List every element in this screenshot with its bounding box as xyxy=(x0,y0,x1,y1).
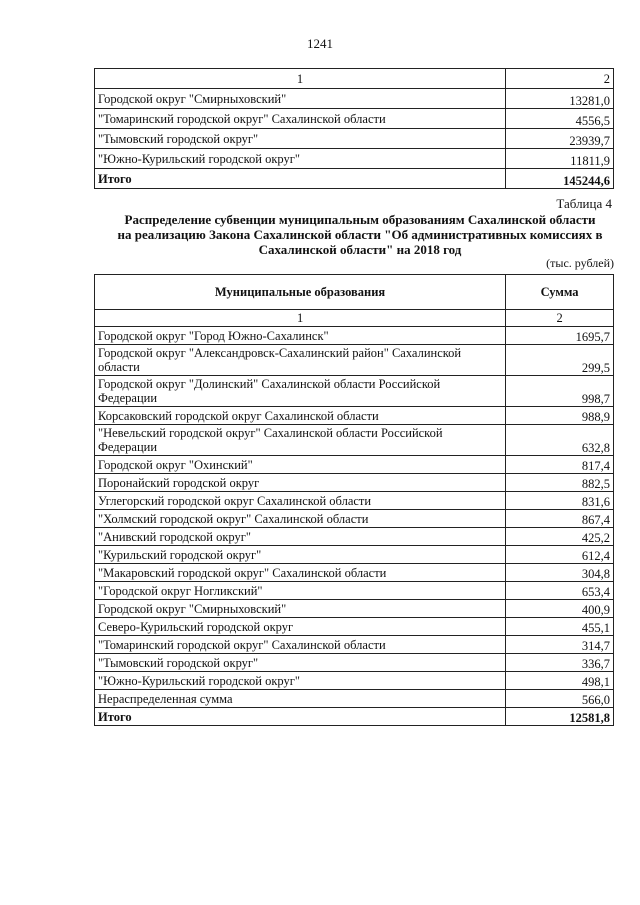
row-value: 612,4 xyxy=(506,546,614,564)
table-4 xyxy=(94,274,614,726)
row-value: 304,8 xyxy=(506,564,614,582)
table-row xyxy=(95,582,614,600)
title-line: Распределение субвенции муниципальным образованиям Сахалинской области xyxy=(124,212,596,227)
total-label: Итого xyxy=(95,708,506,726)
table-row xyxy=(95,474,614,492)
page-number: 1241 xyxy=(307,36,333,51)
total-value: 12581,8 xyxy=(506,708,614,726)
row-name: "Томаринский городской округ" Сахалинской области xyxy=(95,109,506,129)
table-row xyxy=(95,425,614,456)
row-value: 653,4 xyxy=(506,582,614,600)
row-name: "Городской округ Ногликский" xyxy=(95,582,506,600)
row-value: 1695,7 xyxy=(506,327,614,345)
row-value: 566,0 xyxy=(506,690,614,708)
row-value: 314,7 xyxy=(506,636,614,654)
table-row xyxy=(95,600,614,618)
total-label: Итого xyxy=(95,169,506,189)
row-name: "Анивский городской округ" xyxy=(95,528,506,546)
header-amount: Сумма xyxy=(506,275,614,310)
title-line: на реализацию Закона Сахалинской области "Об административных комиссиях в xyxy=(117,227,603,242)
row-name: Городской округ "Смирныховский" xyxy=(95,600,506,618)
table-row xyxy=(95,510,614,528)
row-value: 11811,9 xyxy=(506,149,614,169)
row-value: 867,4 xyxy=(506,510,614,528)
row-name: Городской округ "Долинский" Сахалинской области Российской Федерации xyxy=(95,376,506,407)
table-row xyxy=(95,492,614,510)
unit-label: (тыс. рублей) xyxy=(546,256,614,270)
table-row xyxy=(95,456,614,474)
row-name: Углегорский городской округ Сахалинской области xyxy=(95,492,506,510)
row-name: Городской округ "Александровск-Сахалинский район" Сахалинской области xyxy=(95,345,506,376)
col-number-1: 1 xyxy=(95,310,506,327)
title-line: Сахалинской области" на 2018 год xyxy=(258,242,462,257)
row-name: "Южно-Курильский городской округ" xyxy=(95,672,506,690)
header-municipalities: Муниципальные образования xyxy=(95,275,506,310)
table-row xyxy=(95,109,614,129)
row-name: Поронайский городской округ xyxy=(95,474,506,492)
column-number-row xyxy=(95,69,614,89)
row-value: 336,7 xyxy=(506,654,614,672)
row-value: 817,4 xyxy=(506,456,614,474)
row-value: 299,5 xyxy=(506,345,614,376)
row-name: Городской округ "Охинский" xyxy=(95,456,506,474)
total-row xyxy=(95,708,614,726)
row-value: 988,9 xyxy=(506,407,614,425)
table-row xyxy=(95,672,614,690)
table-row xyxy=(95,564,614,582)
col-number-1: 1 xyxy=(95,69,506,89)
row-name: "Макаровский городской округ" Сахалинской области xyxy=(95,564,506,582)
table-row xyxy=(95,690,614,708)
total-value: 145244,6 xyxy=(506,169,614,189)
row-name: "Курильский городской округ" xyxy=(95,546,506,564)
row-name: "Невельский городской округ" Сахалинской области Российской Федерации xyxy=(95,425,506,456)
row-name: Нераспределенная сумма xyxy=(95,690,506,708)
table-row xyxy=(95,89,614,109)
table-row xyxy=(95,618,614,636)
table-row xyxy=(95,327,614,345)
table-label: Таблица 4 xyxy=(556,196,612,211)
table-row xyxy=(95,654,614,672)
table-row xyxy=(95,376,614,407)
row-name: Корсаковский городской округ Сахалинской области xyxy=(95,407,506,425)
col-number-2: 2 xyxy=(506,310,614,327)
row-value: 425,2 xyxy=(506,528,614,546)
row-name: "Тымовский городской округ" xyxy=(95,129,506,149)
col-number-2: 2 xyxy=(506,69,614,89)
row-value: 998,7 xyxy=(506,376,614,407)
row-value: 23939,7 xyxy=(506,129,614,149)
row-name: "Южно-Курильский городской округ" xyxy=(95,149,506,169)
row-name: Северо-Курильский городской округ xyxy=(95,618,506,636)
row-name: Городской округ "Смирныховский" xyxy=(95,89,506,109)
row-name: Городской округ "Город Южно-Сахалинск" xyxy=(95,327,506,345)
row-name: "Тымовский городской округ" xyxy=(95,654,506,672)
row-name: "Холмский городской округ" Сахалинской области xyxy=(95,510,506,528)
table-row xyxy=(95,129,614,149)
table-row xyxy=(95,149,614,169)
row-value: 632,8 xyxy=(506,425,614,456)
row-value: 455,1 xyxy=(506,618,614,636)
row-value: 831,6 xyxy=(506,492,614,510)
row-value: 13281,0 xyxy=(506,89,614,109)
table-row xyxy=(95,345,614,376)
row-value: 882,5 xyxy=(506,474,614,492)
table-row xyxy=(95,528,614,546)
row-value: 400,9 xyxy=(506,600,614,618)
table-continuation xyxy=(94,68,614,189)
row-value: 4556,5 xyxy=(506,109,614,129)
total-row xyxy=(95,169,614,189)
table-row xyxy=(95,407,614,425)
table-row xyxy=(95,546,614,564)
row-value: 498,1 xyxy=(506,672,614,690)
table-row xyxy=(95,636,614,654)
row-name: "Томаринский городской округ" Сахалинской области xyxy=(95,636,506,654)
column-number-row xyxy=(95,310,614,327)
table-title xyxy=(80,212,640,257)
header-row xyxy=(95,275,614,310)
